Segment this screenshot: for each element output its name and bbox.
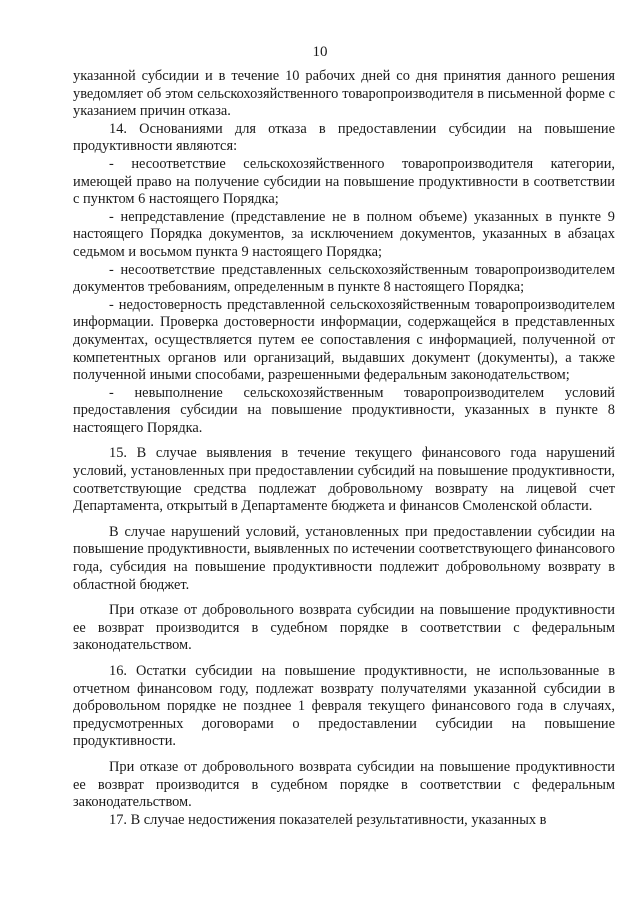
paragraph-item-17: 17. В случае недостижения показателей результативности, указанных в (109, 811, 547, 828)
list-item-category-mismatch: - несоответствие сельскохозяйственного товаропроизводителя категории, имеющей право на получение субсидии на повышение продуктивности в соответствии с пунктом 6 настоящего Порядка; (73, 155, 615, 208)
document-body (73, 68, 615, 829)
paragraph-item-14: 14. Основаниями для отказа в предоставлении субсидии на повышение продуктивности являются: (73, 120, 615, 155)
paragraph-court-return-1: При отказе от добровольного возврата субсидии на повышение продуктивности ее возврат производится в судебном порядке в соответствии с федеральным законодательством. (73, 602, 615, 654)
list-item-conditions-violation: - невыполнение сельскохозяйственным товаропроизводителем условий предоставления субсидии на повышение продуктивности, указанных в пункте 8 настоящего Порядка. (73, 384, 615, 436)
page-number: 10 (312, 44, 328, 60)
paragraph-court-return-2: При отказе от добровольного возврата субсидии на повышение продуктивности ее возврат производится в судебном порядке в соответствии с федеральным законодательством. (73, 758, 615, 811)
list-item-information-inaccuracy: - недостоверность представленной сельскохозяйственным товаропроизводителем информации. Проверка достоверности информации, содержащейся в представленных документах, осуществляется путем ее сопоставления с информацией, полученной от компетентных органов или организаций, выдавших документ (документы), а также полученной иными способами, разрешенными федеральным законодательством; (73, 296, 615, 384)
list-item-documents-missing: - непредставление (представление не в полном объеме) указанных в пункте 9 настоящего Порядка документов, за исключением документов, указанных в абзацах седьмом и восьмом пункта 9 настоящего Порядка; (73, 208, 615, 260)
list-item-documents-mismatch: - несоответствие представленных сельскохозяйственным товаропроизводителем документов требованиям, определенным в пункте 8 настоящего Порядка; (73, 261, 615, 296)
paragraph-continuation: указанной субсидии и в течение 10 рабочих дней со дня принятия данного решения уведомляет об этом сельскохозяйственного товаропроизводителя в письменной форме с указанием причин отказа. (73, 68, 615, 120)
paragraph-item-15: 15. В случае выявления в течение текущего финансового года нарушений условий, установленных при предоставлении субсидий на повышение продуктивности, соответствующие средства подлежат добровольному возврату на лицевой счет Департамента, открытый в Департаменте бюджета и финансов Смоленской области. (73, 445, 615, 515)
paragraph-item-16: 16. Остатки субсидии на повышение продуктивности, не использованные в отчетном финансовом году, подлежат возврату получателями указанной субсидии в добровольном порядке не позднее 1 февраля текущего финансового года в случаях, предусмотренных договорами о предоставлении субсидии на повышение продуктивности. (73, 663, 615, 750)
paragraph-violation-after-year: В случае нарушений условий, установленных при предоставлении субсидии на повышение продуктивности, выявленных по истечении соответствующего финансового года, субсидия на повышение продуктивности подлежит добровольному возврату в областной бюджет. (73, 523, 615, 593)
